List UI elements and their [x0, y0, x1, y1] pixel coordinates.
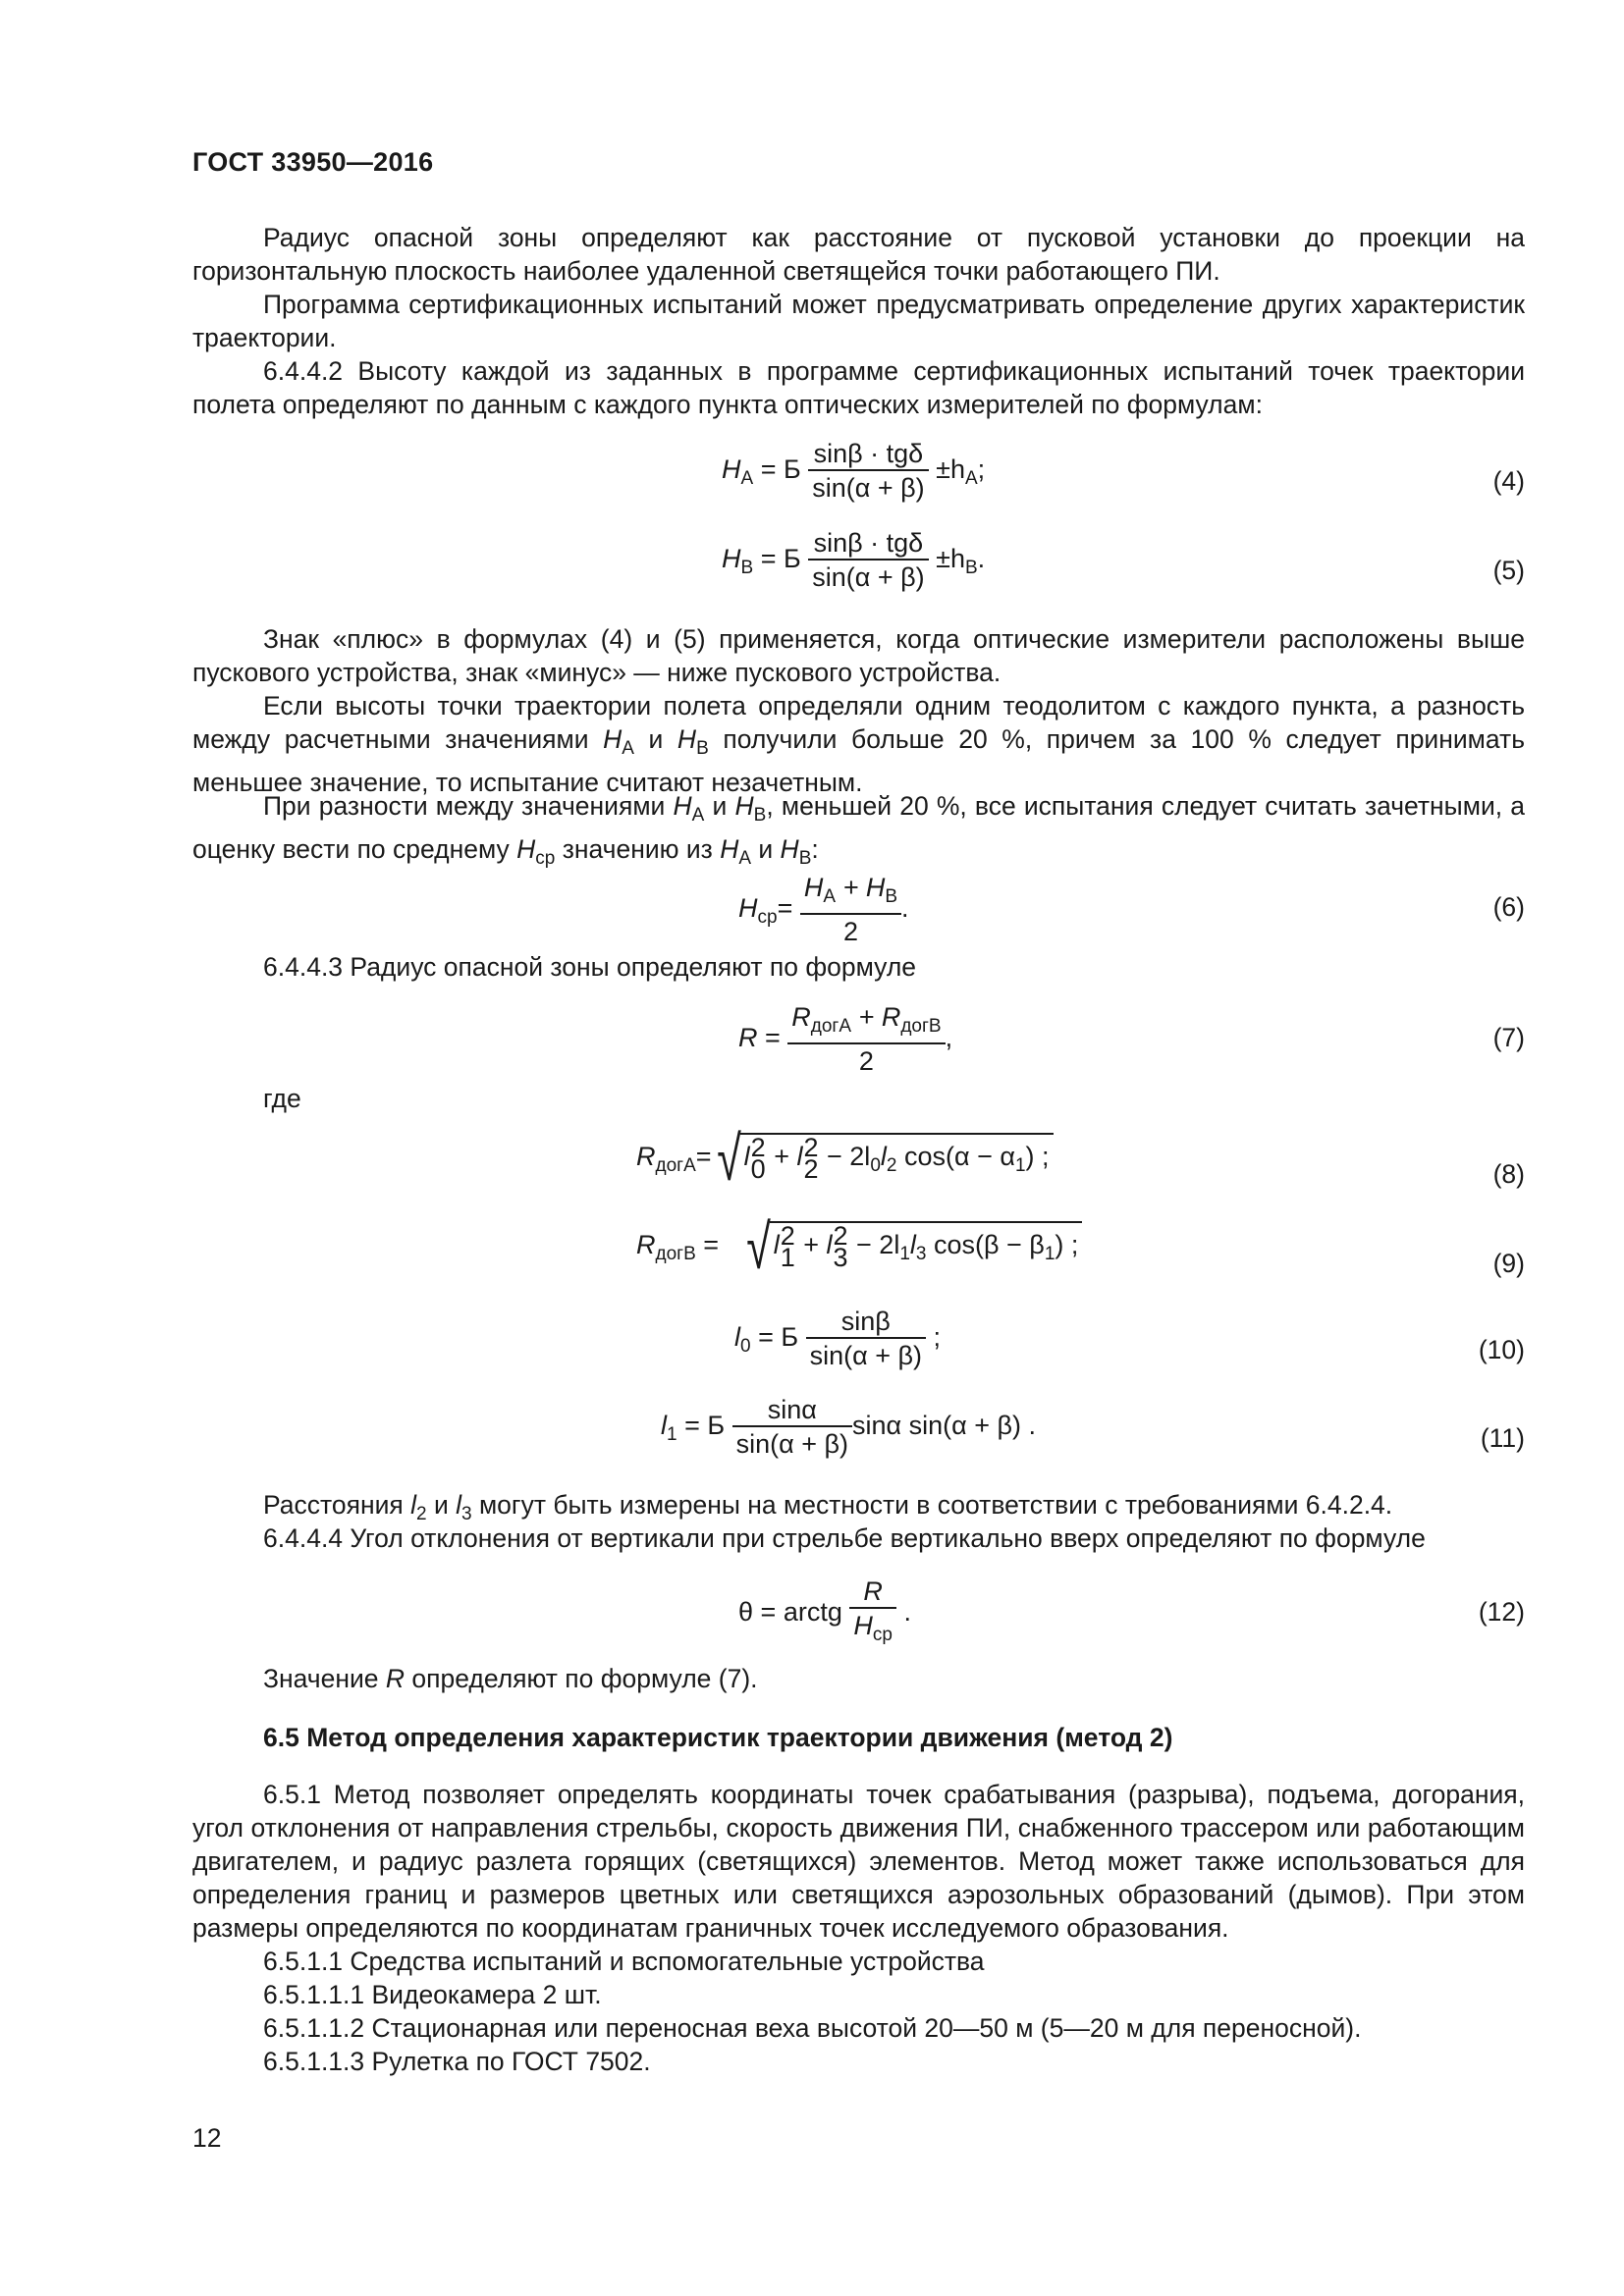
paragraph-value-r: Значение R определяют по формуле (7). — [263, 1664, 758, 1693]
paragraph-difference: При разности между значениями $H_A$ и $H_B$, меньшей 20 %, все испытания следует считать зачетными, а оценку вести по среднему $H_{ср}$ значению из $H_A$ и $H_B$: — [192, 791, 1526, 869]
fraction: $\frac{\text{sinβ · tgδ}}{\sin(\alpha + \beta)}$ — [808, 527, 928, 594]
formula-8: $R_{догА}=√$ l 2 0 + l 2 2 − $2l_0l_2$ $\cos(\alpha - \alpha_1)$ ; — [636, 1129, 1054, 1188]
paragraph-6-5-1: 6.5.1 Метод позволяет определять координаты точек срабатывания (разрыва), подъема, догорания, угол отклонения от направления стрельбы, скорость движения ПИ, снабженного трассером или работающим двигателем, и радиус разлета горящих (светящихся) элементов. Метод может также использоваться для определения границ и размеров цветных или светящихся аэрозольных образований (дымов). При этом размеры определяются по координатам граничных точек исследуемого образования. — [192, 1780, 1525, 1943]
radicand: l 2 1 + l 2 3 − $2l_1l_3$ $\cos(\beta - \beta_1)$ ; — [770, 1221, 1083, 1271]
formula-7: R = $\frac{R_{догА} + R_{догВ}}{2}$ , — [738, 1002, 953, 1076]
formula-12: θ = arctg $\frac{R}{H_{ср}}$ . — [738, 1575, 911, 1652]
paragraph-sign: Знак «плюс» в формулах (4) и (5) применяется, когда оптические измерители расположены выше пускового устройства, знак «минус» — ниже пускового устройства. — [192, 624, 1525, 687]
formula-11: $l_1 = Б$ $\frac{\sin\alpha}{\sin(\alpha + \beta)}$ sinα sin(α + β) . — [661, 1395, 1037, 1459]
paragraph-6-4-4-4: 6.4.4.4 Угол отклонения от вертикали при стрельбе вертикально вверх определяют по формуле — [263, 1523, 1426, 1553]
formula-6: $H_{ср}=$ $\frac{H_A + H_B}{2}$ . — [738, 873, 909, 946]
formula-5: $H_B = Б$ $\frac{\text{sinβ · tgδ}}{\sin(\alpha + \beta)}$ $\pm h_B$. — [722, 528, 986, 592]
sqrt-sign: √ — [745, 1211, 771, 1282]
page-number: 12 — [192, 2123, 222, 2153]
fraction: $\frac{H_A + H_B}{2}$ — [800, 872, 901, 948]
paragraph-program: Программа сертификационных испытаний может предусматривать определение других характеристик траектории. — [192, 290, 1525, 352]
fraction: $\frac{\text{sinβ · tgδ}}{\sin(\alpha + \beta)}$ — [808, 438, 928, 505]
equation-number: (8) — [1492, 1159, 1525, 1189]
equation-number: (10) — [1478, 1335, 1525, 1364]
equation-number: (5) — [1492, 556, 1525, 585]
fraction: $\frac{\sin\alpha}{\sin(\alpha + \beta)}$ — [732, 1394, 852, 1461]
formula-4: $H_A = Б$ $\frac{\text{sinβ · tgδ}}{\sin(\alpha + \beta)}$ $\pm h_A$; — [722, 439, 986, 503]
equation-number: (4) — [1492, 466, 1525, 496]
list-item: 6.5.1.1 Средства испытаний и вспомогательные устройства — [263, 1947, 985, 1976]
list-item: 6.5.1.1.3 Рулетка по ГОСТ 7502. — [263, 2047, 651, 2076]
equation-number: (12) — [1478, 1597, 1525, 1627]
fraction: $\frac{\sin\beta}{\sin(\alpha + \beta)}$ — [806, 1306, 926, 1372]
document-header: ГОСТ 33950—2016 — [192, 147, 434, 177]
paragraph-distances: Расстояния $l_2$ и $l_3$ могут быть измерены на местности в соответствии с требованиями 6.4.2.4. — [263, 1490, 1393, 1524]
sqrt-sign: √ — [716, 1123, 741, 1194]
fraction: $\frac{R_{догА} + R_{догВ}}{2}$ — [787, 1001, 945, 1078]
fraction: $\frac{R}{H_{ср}}$ — [849, 1575, 896, 1652]
paragraph-6-4-4-2: 6.4.4.2 Высоту каждой из заданных в программе сертификационных испытаний точек траектории полета определяют по данным с каждого пункта оптических измерителей по формулам: — [192, 356, 1525, 419]
paragraph-hazard-radius: Радиус опасной зоны определяют как расстояние от пусковой установки до проекции на горизонтальную плоскость наиболее удаленной светящейся точки работающего ПИ. — [192, 223, 1525, 286]
section-heading-6-5: 6.5 Метод определения характеристик траектории движения (метод 2) — [263, 1723, 1173, 1752]
where-label: где — [263, 1084, 301, 1113]
radicand: l 2 0 + l 2 2 − $2l_0l_2$ $\cos(\alpha - \alpha_1)$ ; — [740, 1133, 1054, 1183]
paragraph-one-theodolite: Если высоты точки траектории полета определяли одним теодолитом с каждого пункта, а разность между расчетными значениями $H_A$ и $H_B$ получили больше 20 %, причем за 100 % следует принимать меньшее значение, то испытание считают незачетным. — [192, 691, 1525, 797]
formula-10: $l_0 = Б$ $\frac{\sin\beta}{\sin(\alpha + \beta)}$ ; — [734, 1307, 942, 1370]
list-item: 6.5.1.1.2 Стационарная или переносная веха высотой 20—50 м (5—20 м для переносной). — [263, 2013, 1362, 2043]
paragraph-6-4-4-3: 6.4.4.3 Радиус опасной зоны определяют по формуле — [263, 952, 917, 982]
equation-number: (11) — [1480, 1423, 1525, 1453]
equation-number: (9) — [1492, 1249, 1525, 1278]
formula-9: $R_{догВ}$ = √ l 2 1 + l 2 3 − $2l_1l_3$ $\cos(\beta - \beta_1)$ ; — [636, 1217, 1082, 1276]
equation-number: (6) — [1492, 892, 1525, 922]
equation-number: (7) — [1492, 1023, 1525, 1052]
list-item: 6.5.1.1.1 Видеокамера 2 шт. — [263, 1980, 602, 2009]
